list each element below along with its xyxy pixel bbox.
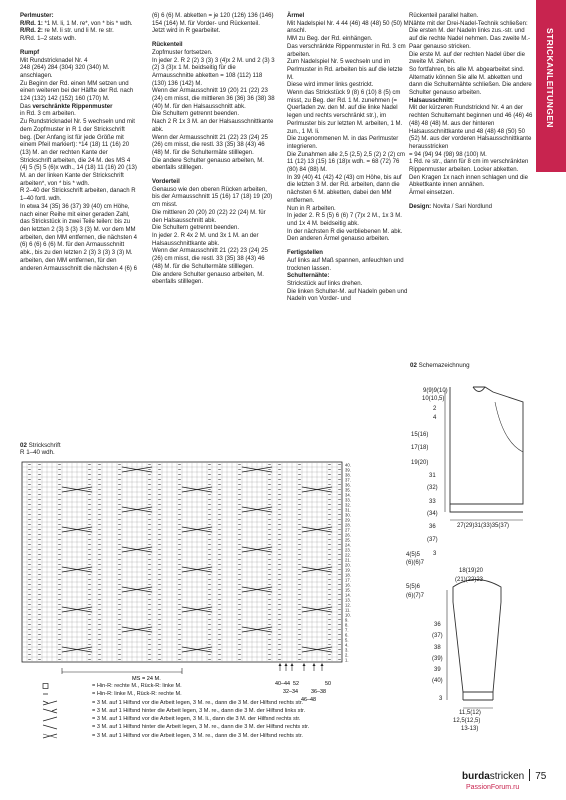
rumpf-heading: Rumpf (20, 49, 40, 56)
schema-caption: 02 Schemazeichnung (410, 362, 470, 369)
schema-label: 5(5)6 (406, 584, 421, 590)
schema-label: (6)(6)7 (406, 560, 425, 566)
fertigstellen-text: Auf links auf Maß spannen, anfeuchten und trocknen lassen. (287, 257, 404, 272)
size-arrow (313, 663, 316, 666)
row-number: 8. (345, 622, 349, 628)
schema-label: 3 (433, 551, 437, 557)
schema-label: (34) (427, 511, 438, 517)
size-label: 52 (293, 681, 299, 687)
col2-top-text: (6) 6 (6) M. abketten = je 120 (126) 136 (146) 154 (164) M. für Vorder- und Rückenteil. Jetzt wird in R gearbeitet. (152, 13, 274, 35)
perlmuster-r1: R/Rd. 1: *1 M. li, 1 M. re*, von * bis * wdh. (20, 20, 133, 27)
schema-label: 4 (433, 415, 437, 421)
size-label: 46–48 (301, 697, 316, 703)
watermark: PassionForum.ru (466, 784, 520, 791)
schema-label: 3 (439, 696, 443, 702)
schema-label: 31 (429, 473, 436, 479)
row-number: 39. (345, 467, 351, 473)
column-3 (287, 13, 411, 304)
schema-label: (40) (432, 678, 443, 684)
vorderteil-heading: Vorderteil (152, 179, 180, 186)
row-number: 7. (345, 627, 349, 633)
row-number: 30. (345, 512, 351, 518)
schema-label: (21)(22)23 (455, 577, 484, 583)
fertigstellen-heading: Fertigstellen (287, 250, 323, 257)
row-number: 29. (345, 517, 351, 523)
halsausschnitt-text: Mit der kürzeren Rundstricknd Nr. 4 an der rechten Schulternaht beginnen und 46 (46) 46 (48) 48 (48) M. aus der hinteren Halsausschnittkante und 48 (48) 48 (50) 50 (52) M. aus der vorderen Halsausschnittkante herausstricken = 94 (94) 94 (98) 98 (100) M. 1 Rd. re str., dann für 8 cm im verschränkten Rippenmuster arbeiten. Locker abketten. Den Kragen 1x nach innen schlagen und die Abkettkante innen annähen. Ärmel einsetzen. (409, 105, 533, 197)
size-arrow (303, 663, 306, 666)
column-1 (20, 13, 138, 273)
size-label: 40–44 (275, 681, 290, 687)
vorderteil-text: Genauso wie den oberen Rücken arbeiten, bis der Armausschnitt 15 (16) 17 (18) 19 (20) cm misst. Die mittleren 20 (20) 20 (22) 22 (24) M. für den Halsausschnitt abk. Die Schultern getrennt beenden. In jeder 2. R 4x 2 M. und 3x 1 M. an der Halsausschnittkante abk. Wenn der Armausschnitt 21 (22) 23 (24) 25 (26) cm misst, die restl. 33 (35) 38 (43) 46 (48) M. für die Schultermäte stilllegen. Die andere Schulter genauso arbeiten, M. ebenfalls stilllegen. (152, 186, 273, 286)
row-number: 40. (345, 462, 351, 468)
size-arrow (285, 663, 288, 666)
schema-label: 18(19)20 (459, 568, 484, 574)
schema-label: (39) (432, 656, 443, 662)
schema-label: 36 (434, 622, 441, 628)
schema-label: 39 (434, 667, 441, 673)
row-number: 26. (345, 532, 351, 538)
row-number: 32. (345, 502, 351, 508)
schema-label: 38 (434, 645, 441, 651)
column-2 (152, 13, 276, 287)
page-footer (462, 769, 546, 782)
row-number: 19. (345, 567, 351, 573)
schema-label: (6)(7)7 (406, 593, 425, 599)
schema-label: 27(29)31(33)35(37) (457, 523, 510, 529)
row-number: 17. (345, 577, 351, 583)
aermel-heading: Ärmel (287, 13, 305, 19)
row-number: 22. (345, 552, 351, 558)
schulternaehte-heading: Schulternähte: (287, 273, 330, 280)
section-sidebar (536, 0, 566, 172)
schema-label: 13-13) (461, 726, 479, 732)
row-number: 18. (345, 572, 351, 578)
purl-square-icon (42, 691, 58, 697)
row-number: 20. (345, 562, 351, 568)
rueckenteil-text: Zopfmuster fortsetzen. In jeder 2. R 2 (2) 3 (3) 3 (4)x 2 M. und 2 (3) 3 (2) 3 (3)x 1 M. beidseitig für die Armausschnitte abketten = 108 (112) 118 (130) 136 (142) M. Wenn der Armausschnitt 19 (20) 21 (22) 23 (24) cm misst, die mittleren 36 (36) 36 (38) 38 (40) M. für den Halsausschnitt abk. Die Schultern getrennt beenden. Nach 2 R 1x 3 M. an der Halsausschnittkante abk. Wenn der Armausschnitt 21 (22) 23 (24) 25 (26) cm misst, die restl. 33 (35) 38 (43) 46 (48) M. für die Schultermäte stilllegen. Die andere Schulter genauso arbeiten, M. ebenfalls stilllegen. (152, 49, 275, 172)
row-number: 4. (345, 642, 349, 648)
row-number: 35. (345, 487, 351, 493)
section-label: STRICKANLEITUNGEN (545, 28, 555, 128)
schema-label: 33 (429, 499, 436, 505)
rippen-text: Das verschränkte Rippenmuster in Rd. 3 cm arbeiten. Zu Rundstricknadel Nr. 5 wechseln und mit dem Zopfmuster in R 1 der Strickschrift beg. (Der Anfang ist für jede Größe mit einem Pfeil markiert): *14 (18) 11 (16) 20 (13) M. an der rechten Kante der Strickschrift arbeiten, die 24 M. des MS 4 (4) 5 (5) 5 (6)x wdh., 14 (18) 11 (16) 20 (13) M. an der linken Kante der Strickschrift arbeiten*, von * bis * wdh. R 2–40 der Strickschrift arbeiten, danach R 1–40 fortl. wdh. In etwa 34 (35) 36 (37) 39 (40) cm Höhe, nach einer Reihe mit einer geraden Zahl, das Strickstück in zwei Teile teilen: bis zu den letzten 2 (3) 3 (3) 3 (3) M. vor dem MM arbeiten, den MM entfernen, die nächsten 4 (6) 6 (6) 6 (6) M. für den Armausschnitt abk., bis zu den letzten 2 (3) 3 (3) 3 (3) M. arbeiten, den MM entfernen, für den anderen Armausschnitt die nächsten 4 (6) 6 (20, 103, 137, 272)
design-credit: Design: Novita / Sari Nordlund (409, 203, 493, 210)
page-number: 75 (535, 771, 547, 782)
brand-section: stricken (489, 771, 525, 782)
row-number: 37. (345, 477, 351, 483)
knitting-chart (20, 460, 365, 703)
schema-label: 19(20) (411, 460, 429, 466)
schema-label: 10(10,5) (422, 396, 445, 402)
rueckenteil-heading: Rückenteil (152, 42, 183, 49)
row-number: 28. (345, 522, 351, 528)
cable-front-knit-icon (42, 733, 58, 739)
row-number: 5. (345, 637, 349, 643)
column-4 (409, 13, 533, 212)
brand-name: burda (462, 771, 490, 782)
row-number: 13. (345, 597, 351, 603)
cable-front-icon (42, 700, 58, 706)
row-number: 11. (345, 607, 351, 613)
row-number: 9. (345, 617, 349, 623)
row-number: 38. (345, 472, 351, 478)
cable-back-knit-icon (42, 724, 58, 730)
schema-label: (37) (427, 537, 438, 543)
perlmuster-heading: Perlmuster: (20, 13, 54, 19)
schema-label: (32) (427, 485, 438, 491)
row-number: 15. (345, 587, 351, 593)
aermel-text: Mit Nadelspiel Nr. 4 44 (46) 48 (48) 50 (50) M. anschl. MM zu Beg. der Rd. einhängen. Das verschränkte Rippenmuster in Rd. 3 cm arbeiten. Zum Nadelspiel Nr. 5 wechseln und im Perlmuster in Rd. arbeiten bis auf die letzte M. Diese wird immer links gestrickt. Wenn das Strickstück 9 (8) 6 (10) 8 (5) cm misst, zu Beg. der Rd. 1 M. zunehmen (= Querfaden zw. den M. auf die linke Nadel legen und rechts verschränkt str.), im Perlmuster bis zur letzten M. arbeiten, 1 M. zun., 1 M. li. Die zugenommenen M. in das Perlmuster integrieren. Die Zunahmen alle 2,5 (2,5) 2,5 (2) 2 (2) cm 11 (12) 13 (15) 16 (18)x wdh. = 68 (72) 76 (80) 84 (88) M. In 39 (40) 41 (42) 42 (43) cm Höhe, bis auf die letzten 3 M. der Rd. arbeiten, dann die nächsten 6 M. abketten, dabei den MM entfernen. Nun in R arbeiten. In jeder 2. R 5 (5) 6 (6) 7 (7)x 2 M., 1x 3 M. und 1x 4 M. beidseitig abk. In der nächsten R die verbliebenen M. abk. Den anderen Ärmel genauso arbeiten. (287, 20, 411, 243)
schema-label: 36 (429, 524, 436, 530)
size-arrow (291, 663, 294, 666)
row-number: 16. (345, 582, 351, 588)
schema-label: 4(5)5 (406, 552, 421, 558)
schema-label: 17(18) (411, 445, 429, 451)
schema-label: (37) (432, 633, 443, 639)
row-number: 3. (345, 647, 349, 653)
row-number: 27. (345, 527, 351, 533)
row-number: 36. (345, 482, 351, 488)
repeat-label: MS = 24 M. (132, 676, 161, 682)
size-label: 50 (325, 681, 331, 687)
row-number: 6. (345, 632, 349, 638)
row-number: 10. (345, 612, 351, 618)
chart-caption: 02 Strickschrift R 1–40 wdh. (20, 442, 61, 456)
row-number: 14. (345, 592, 351, 598)
row-number: 34. (345, 492, 351, 498)
row-number: 23. (345, 547, 351, 553)
row-number: 12. (345, 602, 351, 608)
schema-label: 12,5(12,5) (453, 718, 481, 724)
schema-label: 2 (433, 406, 437, 412)
schema-label: 11,5(12) (459, 710, 481, 716)
knitting-chart-grid (20, 460, 365, 703)
row-number: 33. (345, 497, 351, 503)
cable-front-purl-icon (42, 716, 58, 722)
row-number: 21. (345, 557, 351, 563)
perlmuster-r2: R/Rd. 2: re M. li str. und li M. re str. R/Rd. 1–2 stets wdh. (20, 28, 114, 43)
size-arrow (321, 663, 324, 666)
rumpf-text: Mit Rundstricknadel Nr. 4 248 (264) 284 (304) 320 (340) M. anschlagen. Zu Beginn der Rd. einen MM setzen und einen weiteren bei der Hälfte der Rd. nach 124 (132) 142 (152) 160 (170) M. (20, 57, 134, 103)
schema-label: 9(9)9(10) (423, 388, 448, 394)
row-number: 31. (345, 507, 351, 513)
cable-back-icon (42, 708, 58, 714)
knit-square-icon (42, 683, 58, 689)
size-label: 32–34 (283, 689, 298, 695)
schema-label: 15(16) (411, 432, 429, 438)
size-arrow (279, 663, 282, 666)
row-number: 25. (345, 537, 351, 543)
row-number: 2. (345, 652, 349, 658)
row-number: 24. (345, 542, 351, 548)
halsausschnitt-heading: Halsausschnitt: (409, 97, 455, 104)
schulternaehte-text: Strickstück auf links drehen. Die linken Schulter-M. auf Nadeln geben und Nadeln von Vorder- und (287, 280, 408, 303)
size-label: 36–38 (311, 689, 326, 695)
col4-top-text: Rückenteil parallel halten. Nähte mit der Drei-Nadel-Technik schließen: Die ersten M. der Nadeln links zus.-str. und auf die rechte Nadel nehmen. Das zweite M.-Paar genauso stricken. Die erste M. auf der rechten Nadel über die zweite M. ziehen. So fortfahren, bis alle M. abgearbeitet sind. Alternativ können Sie alle M. abketten und dann die Schulternähte schließen. Die andere Schulter genauso arbeiten. (409, 13, 532, 97)
row-number: 1. (345, 657, 349, 663)
